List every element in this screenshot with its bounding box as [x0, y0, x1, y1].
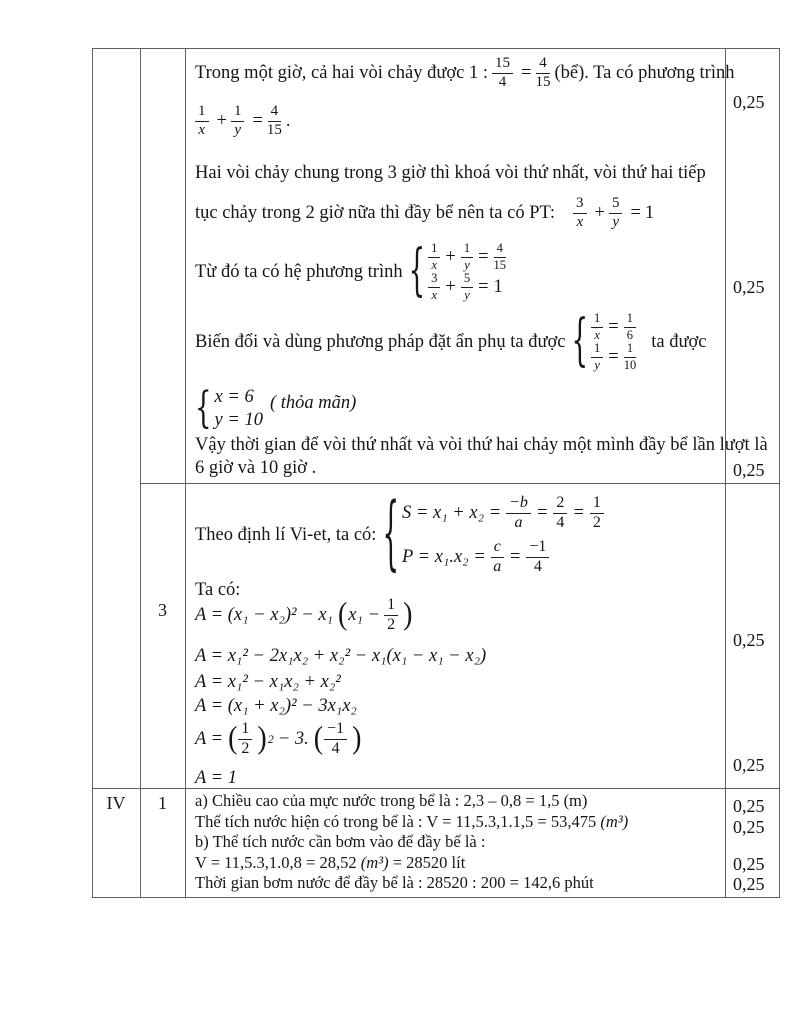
part-cell-1	[140, 793, 185, 814]
column-border	[140, 48, 141, 898]
equals-sign: =	[478, 246, 489, 267]
numerator: −1	[324, 721, 347, 740]
system-row	[402, 535, 609, 579]
score-value: 0,25	[733, 277, 765, 297]
fraction	[590, 495, 604, 532]
big-paren: )	[257, 720, 267, 757]
denominator: x	[594, 327, 600, 342]
fraction	[624, 312, 636, 341]
numerator: 1	[461, 242, 473, 257]
denominator: x	[431, 257, 438, 272]
fraction	[506, 495, 531, 532]
part-label: 3	[158, 600, 167, 620]
solution-line	[195, 695, 357, 718]
plus-sign: +	[216, 110, 227, 131]
fraction	[573, 196, 587, 231]
numerator: 1	[195, 104, 209, 122]
line-text: Biến đổi và dùng phương pháp đặt ẩn phụ ta được	[195, 331, 566, 352]
numerator: 3	[428, 272, 440, 287]
line-text: b) Thể tích nước cần bơm vào để đầy bể là :	[195, 832, 486, 851]
numerator: 1	[624, 342, 636, 357]
equals-sign: =	[608, 316, 619, 337]
solution-line	[195, 239, 511, 305]
table-border-left	[92, 48, 93, 898]
solution-line	[195, 309, 707, 375]
big-paren: )	[403, 596, 413, 633]
part-label: 1	[158, 793, 167, 813]
big-paren: (	[313, 720, 324, 757]
fraction	[461, 242, 473, 271]
fraction	[553, 495, 567, 532]
numerator: 4	[268, 104, 282, 122]
solution-cell-row2	[185, 483, 725, 788]
fraction	[461, 272, 473, 301]
solution-line	[195, 853, 735, 874]
system-row	[591, 312, 641, 342]
line-text: Trong một giờ, cả hai vòi chảy được 1 :	[195, 62, 489, 83]
system-text: 1	[493, 276, 503, 297]
numerator: 3	[573, 196, 587, 214]
equation-text: A =	[195, 728, 224, 749]
period: .	[285, 110, 291, 131]
left-brace: {	[382, 488, 399, 582]
equation-text: − 3.	[277, 728, 309, 749]
equation-system	[195, 386, 268, 432]
line-text: Thể tích nước hiện có trong bể là : V = 11,5.3,1.1,5 = 53,475	[195, 811, 597, 831]
denominator: 4	[498, 73, 507, 90]
denominator: 2	[387, 615, 396, 633]
section-label: IV	[106, 793, 126, 813]
superscript: 2	[267, 731, 274, 746]
line-text: a) Chiều cao của mực nước trong bể là : 2,3 – 0,8 = 1,5 (m)	[195, 791, 588, 810]
score-value: 0,25	[733, 874, 765, 894]
numerator: 1	[384, 597, 398, 616]
fraction	[492, 56, 513, 91]
equation-text: x₁ −	[348, 604, 381, 625]
score-value: 0,25	[733, 796, 765, 816]
plus-sign: +	[445, 246, 456, 267]
solution-line	[195, 767, 237, 790]
line-text: Hai vòi chảy chung trong 3 giờ thì khoá vòi thứ nhất, vòi thứ hai tiếp	[195, 163, 706, 183]
denominator: a	[514, 513, 523, 531]
numerator: 15	[492, 56, 513, 74]
denominator: y	[234, 121, 242, 138]
solution-line	[195, 832, 735, 853]
denominator: 2	[241, 739, 250, 757]
system-text: x = 6	[214, 387, 254, 407]
solution-line	[195, 104, 295, 139]
solution-line	[195, 597, 413, 634]
equation-text: A = (x₁ − x₂)² − x₁	[195, 604, 333, 625]
score-value: 0,25	[733, 854, 765, 874]
denominator: 15	[266, 121, 282, 138]
system-body	[591, 312, 641, 372]
system-text: y = 10	[214, 410, 263, 430]
note-text: ( thỏa mãn)	[270, 392, 357, 413]
line-text: 6 giờ và 10 giờ .	[195, 458, 317, 478]
numerator: 1	[238, 721, 252, 740]
solution-line	[195, 56, 738, 91]
system-row	[591, 342, 641, 372]
denominator: y	[612, 213, 620, 230]
plus-sign: +	[445, 276, 456, 297]
denominator: 2	[592, 513, 601, 531]
solution-line	[195, 457, 316, 480]
equals-sign: =	[521, 62, 532, 83]
equals-sign: =	[608, 346, 619, 367]
system-row	[215, 386, 268, 409]
system-row	[402, 491, 609, 535]
line-text: Ta có:	[195, 580, 241, 600]
denominator: 4	[533, 557, 542, 575]
section-cell-iv	[92, 793, 140, 814]
system-body	[402, 491, 609, 579]
fraction	[428, 272, 440, 301]
solution-line	[195, 645, 486, 668]
big-paren: )	[352, 720, 362, 757]
line-text: (bể). Ta có phương trình	[554, 62, 735, 83]
equals-sign: =	[572, 502, 585, 523]
big-paren: (	[228, 720, 238, 757]
solution-line	[195, 671, 341, 694]
fraction	[231, 104, 245, 139]
score-value: 0,25	[733, 755, 765, 775]
equals-sign: =	[252, 110, 263, 131]
solution-line	[195, 196, 658, 231]
denominator: y	[594, 357, 600, 372]
system-text: S = x₁ + x₂ =	[402, 502, 502, 523]
score-value: 0,25	[733, 92, 765, 112]
line-text: Vậy thời gian để vòi thứ nhất và vòi thứ hai chảy một mình đầy bể lần lượt là	[195, 435, 768, 455]
solution-line	[195, 386, 356, 432]
fraction	[591, 342, 603, 371]
solution-line	[195, 721, 362, 758]
denominator: 10	[623, 357, 637, 372]
plus-sign: +	[594, 202, 605, 223]
numerator: 2	[553, 495, 567, 514]
numerator: −b	[506, 495, 531, 514]
denominator: y	[464, 257, 470, 272]
fraction	[609, 196, 623, 231]
line-text: Theo định lí Vi-et, ta có:	[195, 524, 377, 545]
solution-line	[195, 791, 735, 812]
numerator: 5	[461, 272, 473, 287]
fraction	[428, 242, 440, 271]
line-text: Thời gian bơm nước để đầy bể là : 28520 : 200 = 142,6 phút	[195, 873, 594, 892]
score-value: 0,25	[733, 460, 765, 480]
line-text: tục chảy trong 2 giờ nữa thì đầy bể nên ta có PT:	[195, 202, 556, 223]
equation-text: A = x₁² − x₁x₂ + x₂²	[195, 672, 341, 692]
numerator: 1	[231, 104, 245, 122]
score-value: 0,25	[733, 630, 765, 650]
line-text: V = 11,5.3,1.0,8 = 28,52	[195, 852, 357, 872]
equation-system	[382, 488, 608, 582]
numerator: 1	[591, 342, 603, 357]
unit-text: (m³)	[600, 811, 629, 831]
fraction	[384, 597, 398, 634]
score-value: 0,25	[733, 817, 765, 837]
numerator: 1	[590, 495, 604, 514]
solution-cell-row3	[185, 788, 735, 901]
left-brace: {	[571, 309, 589, 375]
fraction	[526, 539, 549, 576]
denominator: 4	[331, 739, 340, 757]
fraction	[238, 721, 252, 758]
denominator: 4	[556, 513, 565, 531]
left-brace: {	[408, 239, 426, 305]
system-body	[215, 386, 268, 432]
numerator: −1	[526, 539, 549, 558]
numerator: c	[491, 539, 504, 558]
numerator: 4	[536, 56, 550, 74]
solution-line	[195, 873, 735, 894]
denominator: 15	[535, 73, 551, 90]
answer-key-table	[92, 48, 780, 898]
denominator: 15	[493, 257, 507, 272]
fraction	[591, 312, 603, 341]
fraction	[494, 242, 507, 271]
system-row	[428, 242, 511, 272]
numerator: 1	[624, 312, 636, 327]
unit-text: (m³)	[360, 852, 389, 872]
denominator: x	[431, 287, 438, 302]
numerator: 5	[609, 196, 623, 214]
equals-sign: =	[630, 202, 641, 223]
system-body	[428, 242, 511, 302]
line-text: = 28520 lít	[392, 852, 466, 872]
denominator: a	[493, 557, 502, 575]
numerator: 1	[591, 312, 603, 327]
fraction	[535, 56, 550, 91]
denominator: x	[198, 121, 206, 138]
equation-text: A = (x₁ + x₂)² − 3x₁x₂	[195, 696, 357, 716]
left-brace: {	[195, 384, 212, 434]
solution-line	[195, 488, 609, 582]
system-text: P = x₁.x₂ =	[402, 546, 486, 567]
denominator: 6	[626, 327, 633, 342]
equation-system	[571, 309, 642, 375]
numerator: 4	[494, 242, 506, 257]
fraction	[491, 539, 504, 576]
denominator: x	[576, 213, 584, 230]
fraction	[195, 104, 209, 139]
fraction	[324, 721, 347, 758]
numerator: 1	[428, 242, 440, 257]
line-text: 1	[644, 202, 655, 223]
solution-line	[195, 812, 735, 833]
score-column	[725, 48, 779, 898]
equation-system	[408, 239, 511, 305]
part-cell-3	[140, 600, 185, 621]
equation-text: A = 1	[195, 768, 237, 788]
system-row	[215, 409, 268, 432]
equals-sign: =	[478, 276, 489, 297]
denominator: y	[464, 287, 470, 302]
table-border-right	[779, 48, 780, 898]
solution-line	[195, 434, 768, 457]
line-text: ta được	[651, 331, 707, 352]
fraction	[624, 342, 637, 371]
equation-text: A = x₁² − 2x₁x₂ + x₂² − x₁(x₁ − x₁ − x₂)	[195, 646, 487, 666]
equals-sign: =	[508, 546, 522, 567]
big-paren: (	[337, 596, 348, 633]
system-row	[428, 272, 511, 302]
equals-sign: =	[535, 502, 549, 523]
line-text: Từ đó ta có hệ phương trình	[195, 261, 403, 282]
fraction	[267, 104, 282, 139]
solution-line	[195, 162, 706, 185]
